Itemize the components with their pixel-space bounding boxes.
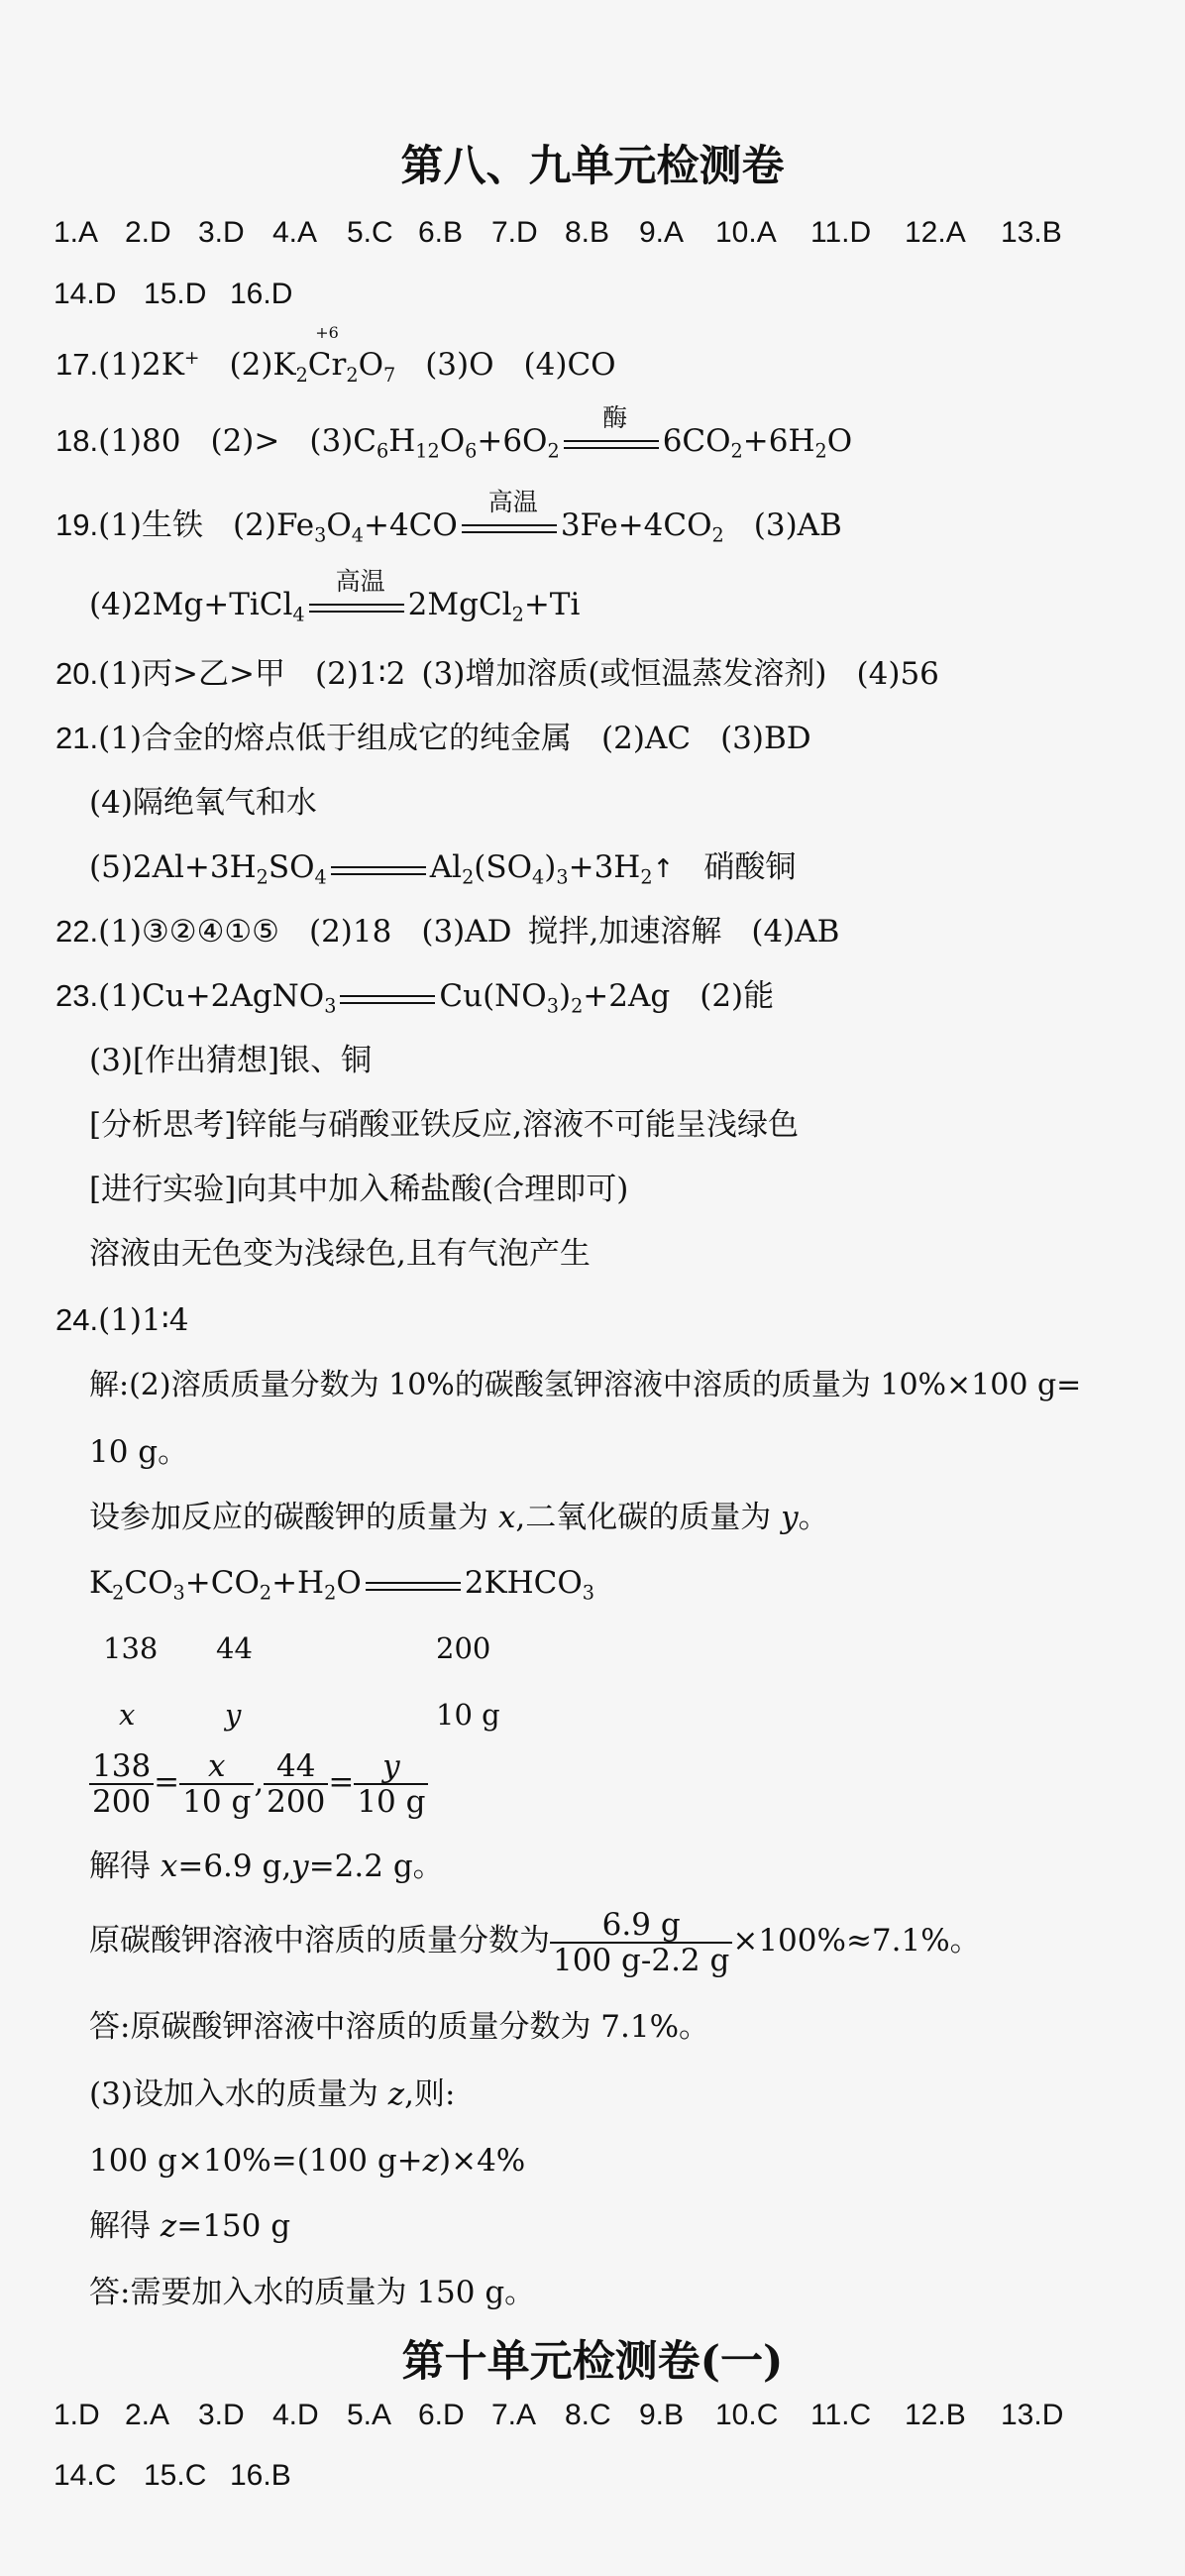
mc-answer: 7.A — [491, 2399, 537, 2431]
mc-answer: 7.D — [491, 216, 538, 249]
text-part: =2.2 g。 — [308, 1848, 444, 1884]
subscript: 6 — [377, 439, 389, 463]
mc-answer: 5.C — [347, 216, 393, 249]
reaction-condition — [458, 488, 561, 545]
equation-part: 6CO — [662, 423, 731, 459]
question-number: 18. — [55, 423, 99, 458]
equation-part: CO — [124, 1565, 173, 1601]
subscript: 3 — [582, 1581, 595, 1605]
text-part: =6.9 g, — [177, 1848, 292, 1884]
element-symbol: O — [358, 347, 383, 384]
subscript: 2 — [814, 439, 827, 463]
text-part: 100 g×10%=(100 g+ — [89, 2143, 423, 2179]
equation-part: (3)C — [309, 423, 377, 459]
answer-q22 — [55, 912, 839, 952]
numerator: 6.9 g — [550, 1908, 732, 1944]
text-part: ×100%≈7.1%。 — [732, 1923, 981, 1959]
subscript: 4 — [292, 603, 305, 626]
mc-answer: 11.C — [810, 2399, 872, 2431]
equals-sign: = — [328, 1764, 355, 1800]
molar-mass: 200 — [436, 1631, 491, 1665]
subscript: 2 — [511, 603, 524, 626]
question-number: 22. — [55, 914, 99, 949]
answer-part: (1)80 — [98, 423, 181, 459]
subscript: 3 — [546, 994, 559, 1018]
subscript: 3 — [172, 1581, 185, 1605]
mc-answer: 16.D — [230, 278, 293, 310]
question-number: 20. — [55, 656, 99, 691]
denominator: 100 g-2.2 g — [553, 1942, 730, 1978]
mc-answer: 2.D — [125, 216, 171, 249]
variable: y — [781, 1500, 799, 1535]
answer-q23-line: 溶液由无色变为浅绿色,且有气泡产生 — [89, 1236, 591, 1272]
mc-answer: 9.B — [639, 2399, 685, 2431]
section-title: 第十单元检测卷(一) — [401, 2337, 784, 2387]
subscript: 2 — [571, 994, 584, 1018]
denominator: 10 g — [182, 1783, 252, 1820]
equation-part: +CO — [184, 1565, 260, 1601]
subscript: 12 — [415, 439, 440, 463]
equation-part: +6H — [742, 423, 815, 459]
equation-part: O — [326, 507, 352, 543]
answer-q17 — [55, 323, 616, 395]
denominator: 200 — [267, 1783, 326, 1820]
text-part: 设参加反应的碳酸钾的质量为 — [89, 1500, 498, 1535]
mc-answer: 16.B — [230, 2459, 291, 2492]
reaction-equation — [89, 1563, 594, 1614]
subscript: 2 — [295, 363, 308, 387]
equation-part: 3Fe+4CO — [560, 507, 712, 543]
equation-part: ) — [558, 978, 572, 1014]
solution-line: 10 g。 — [89, 1434, 189, 1470]
answer-q19-part4 — [89, 567, 581, 635]
solution-line: 解:(2)溶质质量分数为 10%的碳酸氢钾溶液中溶质的质量为 10%×100 g= — [89, 1368, 1082, 1402]
separator: , — [254, 1764, 265, 1800]
reaction-condition — [336, 976, 439, 1016]
equation-part: O — [336, 1565, 362, 1601]
subscript: 2 — [256, 865, 269, 889]
subscript: 2 — [324, 1581, 337, 1605]
answer-part: (3)增加溶质(或恒温蒸发溶剂) — [421, 656, 827, 692]
subscript: 2 — [547, 439, 560, 463]
subscript: 2 — [112, 1581, 125, 1605]
answer-part: (1)生铁 — [98, 507, 204, 543]
solution-line — [89, 2206, 290, 2246]
answer-part: (2)能 — [700, 978, 775, 1014]
answer-part: 硝酸铜 — [703, 849, 797, 885]
answer-part: (2)18 — [308, 914, 392, 950]
equals-sign: = — [154, 1764, 180, 1800]
equation-part: 2MgCl — [407, 587, 512, 622]
answer-q21 — [55, 719, 811, 758]
equation-part: +6O — [477, 423, 548, 459]
mc-answer: 10.A — [715, 216, 777, 249]
variable: x — [119, 1698, 136, 1732]
answer-part: (2)K — [229, 347, 296, 384]
reaction-condition — [305, 567, 408, 624]
answer-part: (3)O — [425, 347, 494, 384]
answer-q24 — [55, 1300, 189, 1340]
subscript: 2 — [711, 523, 724, 547]
oxidation-state-label — [307, 323, 347, 385]
equation-part: (5)2Al+3H — [89, 849, 257, 885]
equation-part: (SO — [474, 849, 533, 885]
subscript: 3 — [324, 994, 337, 1018]
superscript: + — [183, 348, 200, 369]
mc-answer: 11.D — [810, 216, 872, 249]
variable: z — [422, 2143, 439, 2179]
fraction — [264, 1749, 328, 1819]
text-part: 。 — [798, 1500, 829, 1535]
mc-answer: 3.D — [198, 216, 245, 249]
mc-answer: 6.B — [418, 216, 464, 249]
equation-part: +2Ag — [583, 978, 671, 1014]
solution-line — [89, 2141, 525, 2181]
mc-answer: 4.A — [272, 216, 318, 249]
equation-part: 2KHCO — [464, 1565, 583, 1601]
answer-part: (4)56 — [856, 656, 939, 692]
numerator: 44 — [264, 1749, 328, 1785]
denominator: 200 — [92, 1783, 152, 1820]
mc-answer: 8.B — [565, 216, 610, 249]
subscript: 4 — [351, 523, 364, 547]
text-part: =150 g — [176, 2208, 291, 2244]
subscript: 2 — [346, 363, 359, 387]
mc-answer: 14.D — [54, 278, 117, 310]
equation-part: O — [826, 423, 853, 459]
mc-answer: 1.D — [54, 2399, 100, 2431]
mc-answer: 13.D — [1001, 2399, 1064, 2431]
answer-part: (2)> — [210, 423, 280, 459]
answer-part: (1)1∶4 — [98, 1302, 189, 1338]
fraction — [354, 1749, 428, 1819]
solution-line — [89, 1498, 829, 1537]
mc-answer: 13.B — [1001, 216, 1062, 249]
answer-part: (3)BD — [720, 721, 811, 756]
subscript: 4 — [314, 865, 327, 889]
answer-q19 — [55, 488, 842, 556]
mc-answer: 5.A — [347, 2399, 392, 2431]
text-part: 解得 — [89, 2208, 161, 2244]
answer-q23-line: [分析思考]锌能与硝酸亚铁反应,溶液不可能呈浅绿色 — [89, 1107, 800, 1143]
subscript: 7 — [382, 363, 396, 387]
subscript: 3 — [556, 865, 569, 889]
mc-answer: 2.A — [125, 2399, 170, 2431]
question-number: 24. — [55, 1302, 99, 1337]
equation-part: K — [89, 1565, 113, 1601]
molar-mass: 44 — [216, 1631, 253, 1665]
answer-q21-part4: (4)隔绝氧气和水 — [89, 785, 317, 821]
answer-part: 搅拌,加速溶解 — [527, 914, 722, 950]
oxidation-state: +6 — [315, 323, 339, 343]
condition-label: 高温 — [335, 567, 385, 596]
variable: y — [225, 1698, 242, 1732]
text-part: ,则: — [404, 2076, 456, 2112]
question-number: 21. — [55, 721, 99, 755]
condition-label: 高温 — [487, 488, 538, 516]
known-mass: 10 g — [436, 1698, 500, 1732]
equation-part: +3H — [568, 849, 641, 885]
answer-q23 — [55, 976, 774, 1027]
mc-answer: 10.C — [715, 2399, 779, 2431]
answer-q20 — [55, 654, 939, 694]
molar-mass: 138 — [103, 1631, 159, 1665]
answer-part: (4)AB — [751, 914, 840, 950]
answer-part: (3)AB — [753, 507, 842, 543]
fraction — [89, 1749, 154, 1819]
mc-answer: 9.A — [639, 216, 685, 249]
variable: y — [291, 1848, 309, 1884]
solution-line: 答:原碳酸钾溶液中溶质的质量分数为 7.1%。 — [89, 2009, 710, 2045]
reaction-condition — [362, 1563, 465, 1603]
subscript: 2 — [640, 865, 653, 889]
equation-part: Al — [429, 849, 463, 885]
text-part: ,二氧化碳的质量为 — [515, 1500, 782, 1535]
section-title: 第八、九单元检测卷 — [400, 142, 785, 191]
mc-answer: 3.D — [198, 2399, 245, 2431]
equation-part: +Ti — [523, 587, 581, 622]
mc-answer: 4.D — [272, 2399, 319, 2431]
fraction — [179, 1749, 254, 1819]
answer-part: (1)③②④①⑤ — [98, 914, 279, 950]
gas-arrow-icon: ↑ — [652, 854, 675, 884]
numerator: 138 — [89, 1749, 154, 1785]
reaction-condition — [327, 847, 430, 887]
condition-label: 酶 — [602, 403, 628, 432]
text-part: 解得 — [89, 1848, 161, 1884]
equation-part: (4)2Mg+TiCl — [89, 587, 293, 622]
subscript: 3 — [314, 523, 327, 547]
equation-part: H — [388, 423, 416, 459]
subscript: 4 — [532, 865, 545, 889]
subscript: 2 — [259, 1581, 272, 1605]
solution-line — [89, 2074, 455, 2114]
variable: x — [497, 1500, 516, 1535]
answer-q18 — [55, 403, 853, 472]
denominator: 10 g — [357, 1783, 426, 1820]
equation-part: SO — [268, 849, 315, 885]
mc-answer: 8.C — [565, 2399, 611, 2431]
numerator: y — [354, 1749, 428, 1785]
answer-part: (2)1∶2 — [314, 656, 406, 692]
answer-q23-line: (3)[作出猜想]银、铜 — [89, 1043, 373, 1078]
solution-line — [89, 1847, 444, 1886]
mc-answer: 15.D — [144, 278, 207, 310]
subscript: 6 — [465, 439, 478, 463]
solution-line: 答:需要加入水的质量为 150 g。 — [89, 2275, 536, 2310]
question-number: 17. — [55, 347, 99, 383]
equation-part: (1)Cu+2AgNO — [98, 978, 325, 1014]
mc-answer: 14.C — [54, 2459, 117, 2492]
numerator: x — [179, 1749, 254, 1785]
equation-part: +4CO — [363, 507, 458, 543]
answer-part: (1)2K — [98, 347, 184, 384]
mc-answer: 15.C — [144, 2459, 207, 2492]
text-part: )×4% — [439, 2143, 526, 2179]
fraction — [550, 1908, 732, 1977]
reaction-condition — [560, 403, 663, 461]
answer-part: (4)CO — [523, 347, 616, 384]
variable: z — [387, 2076, 405, 2112]
variable: z — [160, 2208, 177, 2244]
mc-answer: 1.A — [54, 216, 99, 249]
answer-part: (2)AC — [601, 721, 692, 756]
subscript: 2 — [462, 865, 475, 889]
text-part: (3)设加入水的质量为 — [89, 2076, 388, 2112]
proportion-equation — [89, 1740, 428, 1824]
answer-part: (1)丙>乙>甲 — [98, 656, 285, 692]
mc-answer: 12.B — [905, 2399, 966, 2431]
equation-part: ) — [544, 849, 557, 885]
element-symbol: Cr — [307, 347, 347, 384]
mc-answer: 6.D — [418, 2399, 465, 2431]
text-part: 原碳酸钾溶液中溶质的质量分数为 — [89, 1923, 550, 1959]
mc-answer: 12.A — [905, 216, 966, 249]
answer-q21-part5 — [89, 847, 796, 898]
answer-part: (1)合金的熔点低于组成它的纯金属 — [98, 721, 573, 756]
equation-part: +H — [271, 1565, 325, 1601]
answer-part: (3)AD — [421, 914, 512, 950]
question-number: 19. — [55, 507, 99, 542]
equation-part: O — [439, 423, 466, 459]
question-number: 23. — [55, 978, 99, 1013]
equation-part: Cu(NO — [439, 978, 547, 1014]
equation-part: (2)Fe — [233, 507, 315, 543]
answer-q23-line: [进行实验]向其中加入稀盐酸(合理即可) — [89, 1172, 629, 1207]
subscript: 2 — [730, 439, 743, 463]
solution-line — [89, 1899, 981, 1982]
variable: x — [160, 1848, 178, 1884]
